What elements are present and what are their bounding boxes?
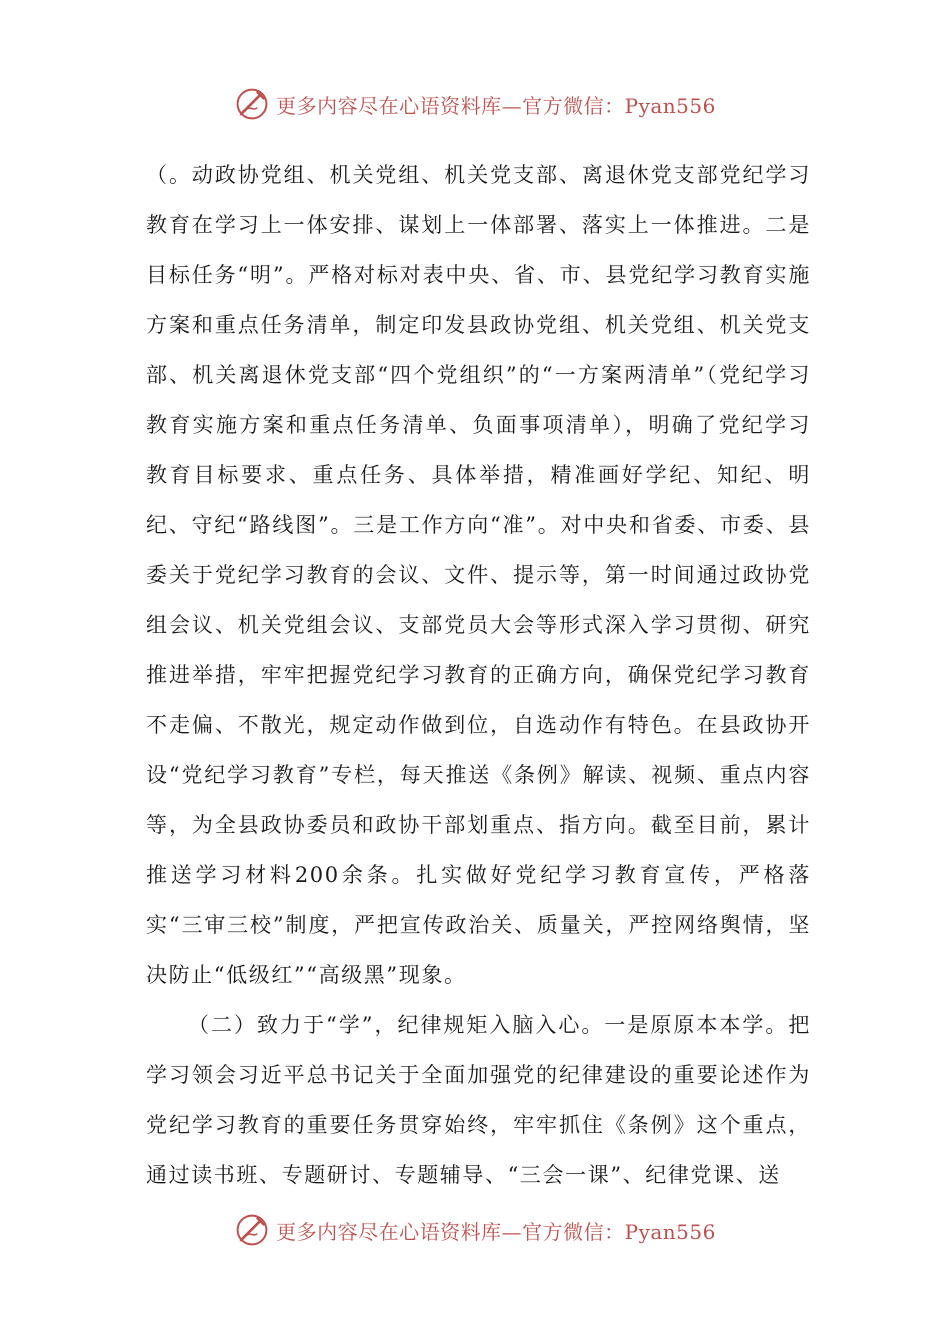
pen-logo-icon: [234, 86, 270, 122]
footer-watermark-text: 更多内容尽在心语资料库—官方微信：Pyan556: [276, 1219, 716, 1244]
body-paragraph-2: （二）致力于“学”，纪律规矩入脑入心。一是原原本本学。把学习领会习近平总书记关于全面加强党的纪律建设的重要论述作为党纪学习教育的重要任务贯穿始终，牢牢抓住《条例》这个重点，通过读书班、专题研讨、专题辅导、“三会一课”、纪律党课、送: [146, 1013, 811, 1187]
body-paragraph-1: （。动政协党组、机关党组、机关党支部、离退休党支部党纪学习教育在学习上一体安排、谋划上一体部署、落实上一体推进。二是目标任务“明”。严格对标对表中央、省、市、县党纪学习教育实施方案和重点任务清单，制定印发县政协党组、机关党组、机关党支部、机关离退休党支部“四个党组织”的“一方案两清单”（党纪学习教育实施方案和重点任务清单、负面事项清单），明确了党纪学习教育目标要求、重点任务、具体举措，精准画好学纪、知纪、明纪、守纪“路线图”。三是工作方向“准”。对中央和省委、市委、县委关于党纪学习教育的会议、文件、提示等，第一时间通过政协党组会议、机关党组会议、支部党员大会等形式深入学习贯彻、研究推进举措，牢牢把握党纪学习教育的正确方向，确保党纪学习教育不走偏、不散光，规定动作做到位，自选动作有特色。在县政协开设“党纪学习教育”专栏，每天推送《条例》解读、视频、重点内容等，为全县政协委员和政协干部划重点、指方向。截至目前，累计推送学习材料200余条。扎实做好党纪学习教育宣传，严格落实“三审三校”制度，严把宣传政治关、质量关，严控网络舆情，坚决防止“低级红”“高级黑”现象。: [146, 163, 811, 987]
document-body: [146, 150, 811, 1200]
footer-watermark-banner: [0, 1210, 950, 1250]
header-watermark-text: 更多内容尽在心语资料库—官方微信：Pyan556: [276, 93, 716, 118]
pen-logo-icon: [234, 1212, 270, 1248]
header-watermark-banner: [0, 84, 950, 124]
